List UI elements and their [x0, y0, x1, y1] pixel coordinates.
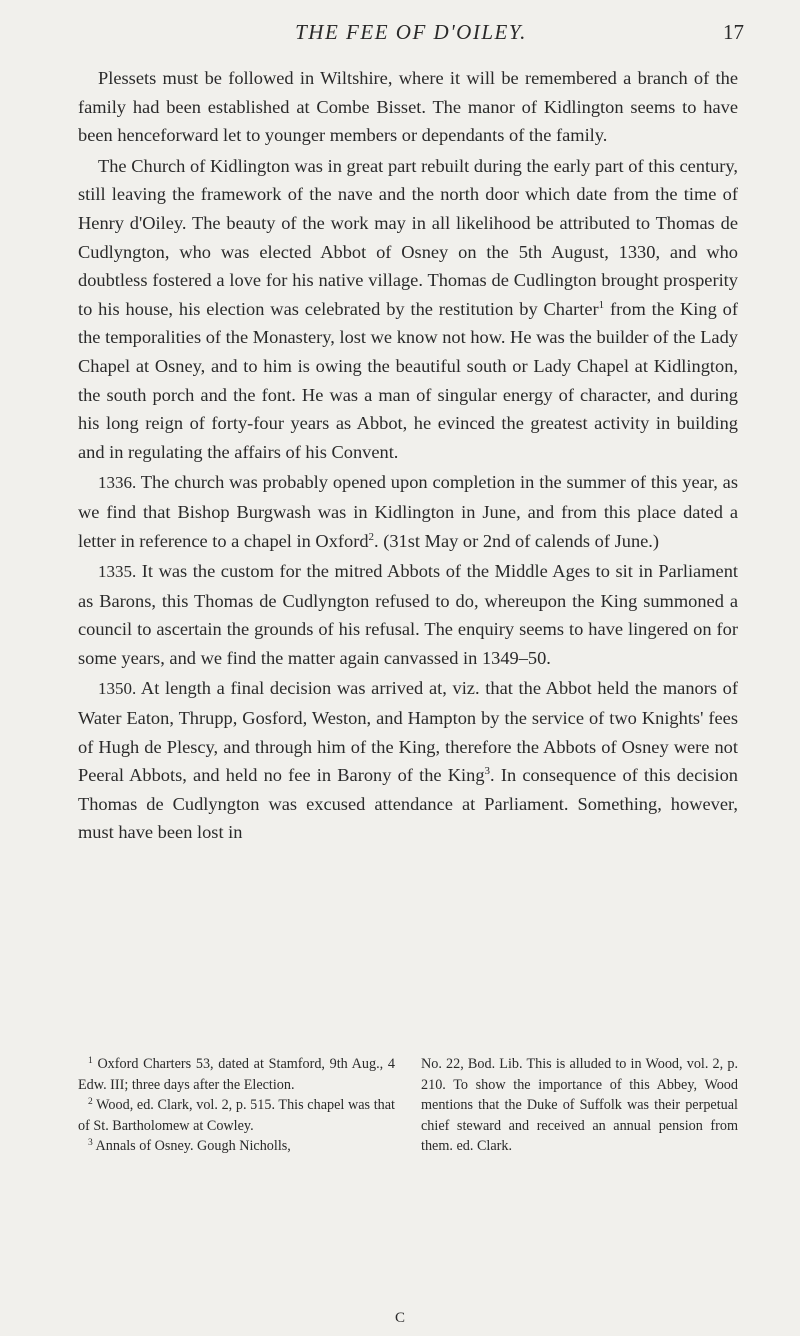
main-text: [78, 64, 738, 847]
footnote-ref: 1: [598, 298, 605, 311]
signature-mark: C: [394, 1310, 405, 1326]
footnote-text: Annals of Osney. Gough Nicholls,: [92, 1138, 291, 1155]
footnote-number: 3: [88, 1138, 93, 1149]
paragraph-1335: [78, 557, 738, 672]
year-marker: 1336.: [98, 473, 137, 493]
paragraph-text: . (31st May or 2nd of calends of June.): [374, 530, 660, 551]
footnote-text: Oxford Charters 53, dated at Stamford, 9th Aug., 4 Edw. III; three days after the Election.: [78, 1056, 395, 1093]
footnote-text: Wood, ed. Clark, vol. 2, p. 515. This chapel was that of St. Bartholomew at Cowley.: [78, 1097, 395, 1134]
footnote-3: [78, 1136, 395, 1157]
footnote-ref: 2: [368, 530, 375, 543]
paragraph-text: The Church of Kidlington was in great part rebuilt during the early part of this century, still leaving the framework of the nave and the north door which date from the time of Henry d'Oiley. The beauty of the work may in all likelihood be attributed to Thomas de Cudlyngton, who was elected Abbot of Osney on the 5th August, 1330, and who doubtless fostered a love for his native village. Thomas de Cudlington brought prosperity to his house, his election was celebrated by the restitution by Charter: [78, 155, 738, 319]
page-header: [78, 20, 744, 54]
footnote-number: 1: [88, 1056, 93, 1066]
footnote-column-right: [421, 1054, 738, 1157]
footnote-ref: 3: [484, 765, 491, 778]
paragraph-text: It was the custom for the mitred Abbots of the Middle Ages to sit in Parliament as Barons, this Thomas de Cudlyngton refused to do, whereupon the King summoned a council to ascertain the grounds of his refusal. The enquiry seems to have lingered on for some years, and we find the matter again canvassed in 1349–50.: [78, 561, 738, 668]
paragraph-text: . In consequence of this decision Thomas de Cudlyngton was excused attendance at Parliament. Something, however, must have been lost in: [78, 765, 738, 843]
paragraph-1350: [78, 674, 738, 847]
page-number: 17: [723, 20, 744, 44]
paragraph-church: [78, 152, 738, 467]
paragraph-1336: [78, 468, 738, 555]
running-title: THE FEE OF D'OILEY.: [295, 20, 527, 44]
paragraph-text: The church was probably opened upon completion in the summer of this year, as we find that Bishop Burgwash was in Kidlington in June, and from this place dated a letter in reference to a chapel in Oxford: [78, 472, 738, 551]
footnote-column-left: [78, 1054, 395, 1157]
paragraph-text: from the King of the temporalities of the Monastery, lost we know not how. He was the builder of the Lady Chapel at Osney, and to him is owing the beautiful south or Lady Chapel at Kidlington, the south porch and the font. He was a man of singular energy of character, and during his long reign of forty-four years as Abbot, he evinced the greatest activity in building and in regulating the affairs of his Convent.: [78, 298, 738, 462]
footnote-3-continued: No. 22, Bod. Lib. This is alluded to in Wood, vol. 2, p. 210. To show the importance of this Abbey, Wood mentions that the Duke of Suffolk was their perpetual chief steward and received an annual pension from them. ed. Clark.: [421, 1056, 738, 1155]
paragraph-text: Plessets must be followed in Wiltshire, where it will be remembered a branch of the family had been established at Combe Bisset. The manor of Kidlington seems to have been henceforward let to younger members or dependants of the family.: [78, 68, 738, 146]
footnote-number: 2: [88, 1097, 93, 1108]
paragraph-plessets: [78, 64, 738, 150]
footnotes: [78, 1054, 738, 1157]
year-marker: 1335.: [98, 562, 137, 582]
paragraph-text: At length a final decision was arrived at, viz. that the Abbot held the manors of Water Eaton, Thrupp, Gosford, Weston, and Hampton by the service of two Knights' fees of Hugh de Plescy, and through him of the King, therefore the Abbots of Osney were not Peeral Abbots, and held no fee in Barony of the King: [78, 678, 738, 786]
footnote-2: [78, 1095, 395, 1136]
footnote-1: [78, 1054, 395, 1095]
year-marker: 1350.: [98, 679, 137, 699]
